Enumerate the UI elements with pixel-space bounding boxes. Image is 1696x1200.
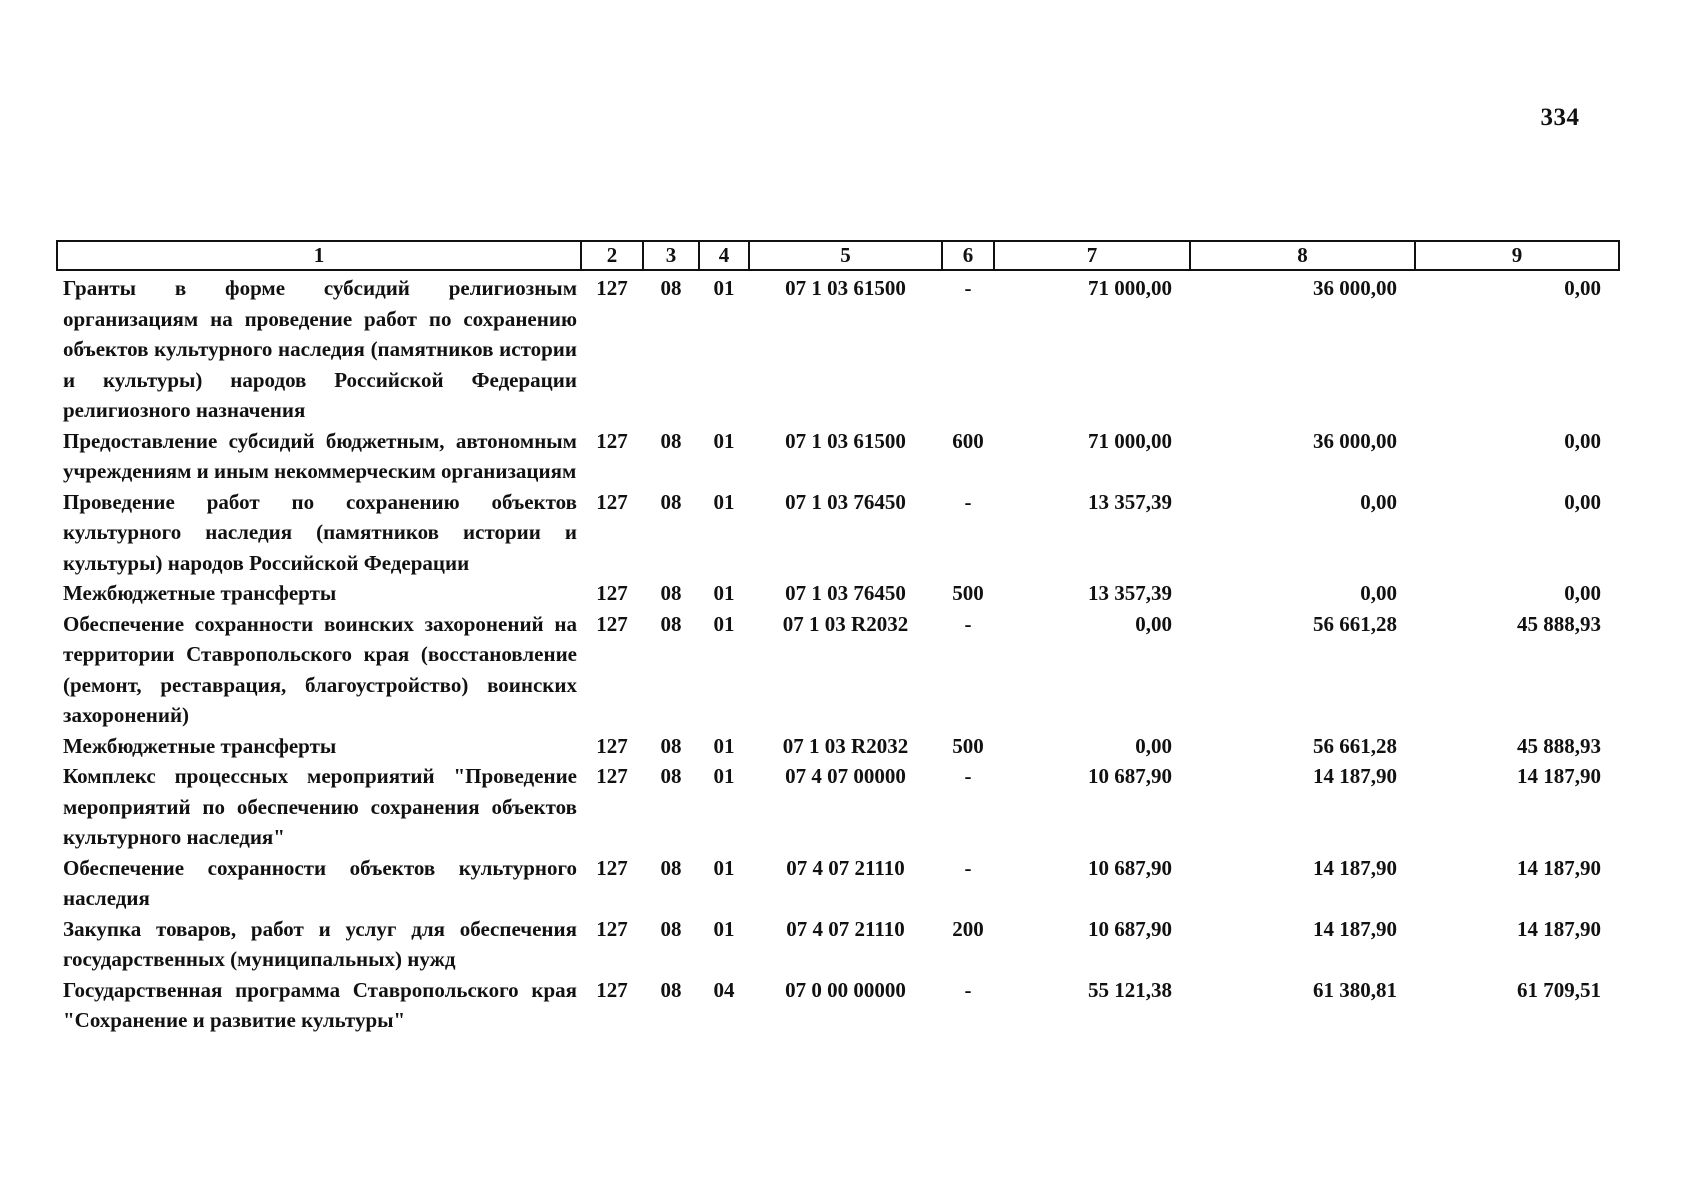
row-rz: 08	[660, 276, 682, 300]
column-header: 1	[57, 241, 581, 270]
row-csr: 07 1 03 61500	[785, 276, 906, 300]
row-gr: 127	[596, 916, 628, 941]
row-csr: 07 1 03 R2032	[782, 733, 909, 758]
row-name: Проведение работ по сохранению объектов культурного наследия (памятников истории и культуры) народов Российской Федерации	[63, 489, 577, 575]
row-gr: 127	[596, 855, 628, 880]
header-row	[57, 241, 1619, 270]
row-pr: 01	[713, 428, 735, 453]
row-gr: 127	[596, 733, 628, 758]
row-value-7: 0,00	[1135, 611, 1172, 636]
row-rz: 08	[660, 977, 682, 1002]
row-name: Комплекс процессных мероприятий "Проведение мероприятий по обеспечению сохранения объектов культурного наследия"	[63, 764, 577, 849]
row-vr: 200	[952, 916, 984, 941]
row-value-8: 0,00	[1360, 581, 1397, 605]
row-value-8: 56 661,28	[1313, 733, 1397, 758]
column-header: 7	[994, 241, 1190, 270]
row-csr: 07 4 07 00000	[785, 764, 906, 788]
row-vr: -	[964, 977, 972, 1002]
row-vr: -	[964, 764, 972, 788]
row-value-7: 55 121,38	[1088, 977, 1172, 1002]
row-value-7: 10 687,90	[1088, 916, 1172, 941]
row-value-9: 45 888,93	[1517, 611, 1601, 636]
column-header: 9	[1415, 241, 1619, 270]
row-rz: 08	[660, 855, 682, 880]
budget-table	[56, 240, 1620, 1036]
row-name: Межбюджетные трансферты	[63, 733, 337, 758]
row-rz: 08	[660, 581, 682, 605]
row-pr: 04	[713, 977, 735, 1002]
row-value-7: 71 000,00	[1088, 428, 1172, 453]
row-csr: 07 1 03 61500	[785, 428, 906, 453]
row-name: Обеспечение сохранности объектов культурного наследия	[63, 855, 577, 910]
row-value-7: 10 687,90	[1088, 764, 1172, 788]
row-value-9: 14 187,90	[1517, 764, 1601, 788]
row-value-8: 14 187,90	[1313, 855, 1397, 880]
row-name: Закупка товаров, работ и услуг для обеспечения государственных (муниципальных) нужд	[63, 916, 577, 971]
row-csr: 07 4 07 21110	[786, 916, 905, 941]
row-vr: 500	[952, 733, 984, 758]
row-csr: 07 1 03 R2032	[782, 611, 909, 636]
row-gr: 127	[596, 581, 628, 605]
row-pr: 01	[713, 581, 735, 605]
row-value-9: 0,00	[1564, 489, 1601, 514]
row-gr: 127	[596, 428, 628, 453]
row-csr: 07 1 03 76450	[785, 581, 906, 605]
row-value-9: 0,00	[1564, 428, 1601, 453]
table-row	[57, 761, 1619, 853]
row-gr: 127	[596, 611, 628, 636]
row-gr: 127	[596, 977, 628, 1002]
row-value-8: 36 000,00	[1313, 428, 1397, 453]
row-name: Государственная программа Ставропольского края "Сохранение и развитие культуры"	[63, 977, 577, 1032]
row-value-7: 71 000,00	[1088, 276, 1172, 300]
column-header: 2	[581, 241, 643, 270]
row-value-9: 0,00	[1564, 581, 1601, 605]
table-row	[57, 609, 1619, 731]
row-rz: 08	[660, 489, 682, 514]
row-value-8: 61 380,81	[1313, 977, 1397, 1002]
row-value-9: 0,00	[1564, 276, 1601, 300]
row-value-9: 14 187,90	[1517, 916, 1601, 941]
row-vr: -	[964, 611, 972, 636]
table-row	[57, 426, 1619, 487]
table-row	[57, 578, 1619, 609]
row-rz: 08	[660, 428, 682, 453]
row-value-9: 45 888,93	[1517, 733, 1601, 758]
row-csr: 07 0 00 00000	[785, 977, 906, 1002]
table-row	[57, 731, 1619, 762]
row-value-7: 13 357,39	[1088, 489, 1172, 514]
row-value-9: 61 709,51	[1517, 977, 1601, 1002]
row-gr: 127	[596, 764, 628, 788]
table-row	[57, 975, 1619, 1036]
row-vr: -	[964, 276, 972, 300]
row-pr: 01	[713, 764, 735, 788]
row-value-7: 13 357,39	[1088, 581, 1172, 605]
row-value-8: 56 661,28	[1313, 611, 1397, 636]
row-value-8: 36 000,00	[1313, 276, 1397, 300]
row-pr: 01	[713, 611, 735, 636]
table-body	[57, 270, 1619, 1036]
row-name: Гранты в форме субсидий религиозным организациям на проведение работ по сохранению объектов культурного наследия (памятников истории и культуры) народов Российской Федерации религиозного назначения	[63, 276, 577, 422]
row-rz: 08	[660, 764, 682, 788]
column-header: 4	[699, 241, 749, 270]
row-vr: 500	[952, 581, 984, 605]
row-name: Межбюджетные трансферты	[63, 581, 337, 605]
column-header: 6	[942, 241, 994, 270]
row-value-9: 14 187,90	[1517, 855, 1601, 880]
row-value-8: 14 187,90	[1313, 764, 1397, 788]
row-vr: -	[964, 489, 972, 514]
column-header: 8	[1190, 241, 1415, 270]
row-value-8: 0,00	[1360, 489, 1397, 514]
column-header: 5	[749, 241, 942, 270]
table-row	[57, 853, 1619, 914]
row-value-7: 0,00	[1135, 733, 1172, 758]
row-pr: 01	[713, 276, 735, 300]
table-row	[57, 487, 1619, 579]
row-pr: 01	[713, 733, 735, 758]
column-header: 3	[643, 241, 699, 270]
row-name: Обеспечение сохранности воинских захоронений на территории Ставропольского края (восстановление (ремонт, реставрация, благоустройство) воинских захоронений)	[63, 611, 577, 727]
row-csr: 07 1 03 76450	[785, 489, 906, 514]
row-value-8: 14 187,90	[1313, 916, 1397, 941]
row-pr: 01	[713, 916, 735, 941]
row-vr: -	[964, 855, 972, 880]
row-vr: 600	[952, 428, 984, 453]
row-value-7: 10 687,90	[1088, 855, 1172, 880]
table-row	[57, 914, 1619, 975]
row-pr: 01	[713, 855, 735, 880]
row-pr: 01	[713, 489, 735, 514]
row-rz: 08	[660, 611, 682, 636]
page-number: 334	[1540, 104, 1580, 131]
row-gr: 127	[596, 489, 628, 514]
row-gr: 127	[596, 276, 628, 300]
row-csr: 07 4 07 21110	[786, 855, 905, 880]
row-rz: 08	[660, 733, 682, 758]
row-rz: 08	[660, 916, 682, 941]
row-name: Предоставление субсидий бюджетным, автономным учреждениям и иным некоммерческим организациям	[63, 428, 577, 483]
table-row	[57, 270, 1619, 426]
